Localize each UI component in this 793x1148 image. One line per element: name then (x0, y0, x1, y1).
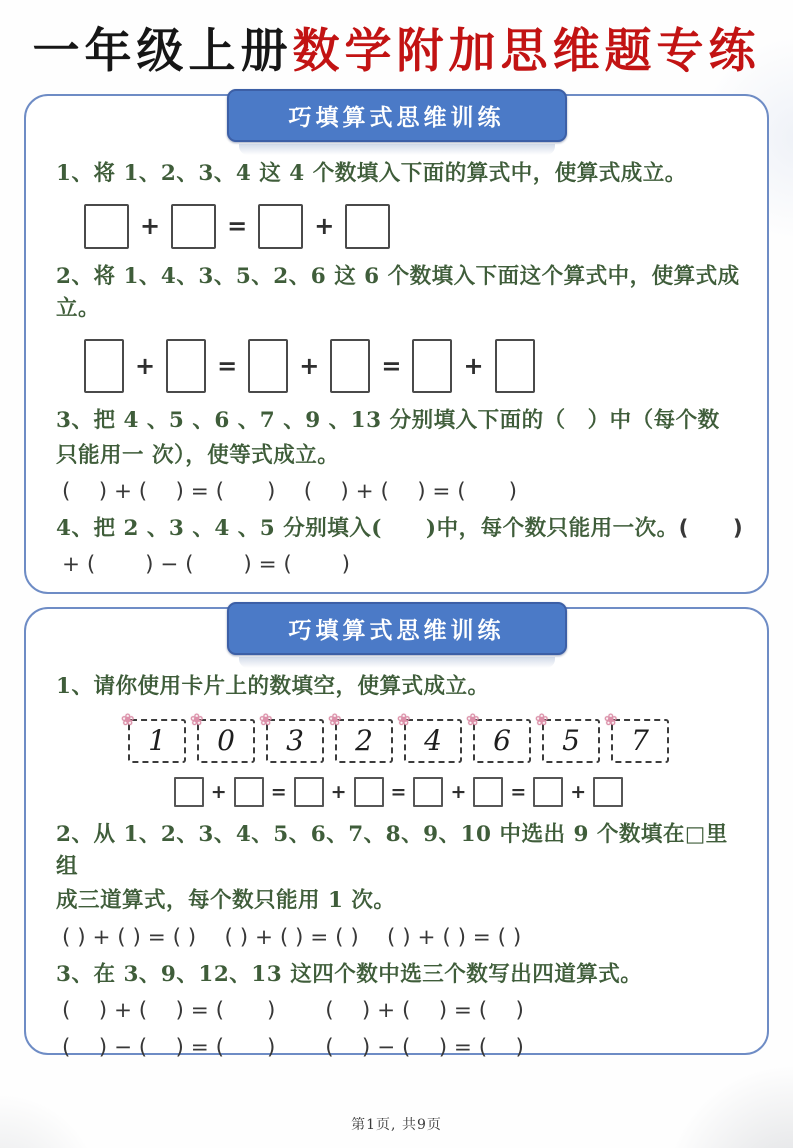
number-card (466, 709, 531, 763)
problem-1-text: 1、将 1、2、3、4 这 4 个数填入下面的算式中，使算式成立。 (56, 160, 687, 186)
operator-plus: + (135, 352, 156, 381)
number-card (535, 709, 600, 763)
number-cards-row (56, 709, 741, 763)
operator-plus: + (463, 352, 484, 381)
page-title-grade: 一年级上册 (32, 24, 293, 79)
number-card (397, 709, 462, 763)
answer-box (294, 777, 324, 807)
answer-box (412, 339, 452, 393)
card-value: 2 (355, 724, 373, 758)
answer-box (330, 339, 370, 393)
card-value: 4 (424, 724, 442, 758)
problem-4-trailing-paren: ( ) (678, 516, 744, 542)
operator-plus: + (210, 780, 227, 803)
number-card (604, 709, 669, 763)
s2-problem-2-text-line1: 2、从 1、2、3、4、5、6、7、8、9、10 中选出 9 个数填在□里组 (56, 821, 728, 880)
operator-equals: = (510, 780, 527, 803)
s2-problem-3-answer-line2: ( ) − ( ) = ( ) ( ) − ( ) = ( ) (62, 1035, 524, 1061)
s2-problem-1-equation (56, 777, 741, 807)
answer-box (345, 204, 390, 249)
card-value: 0 (217, 724, 235, 758)
operator-equals: = (227, 212, 248, 241)
flower-icon: ❀ (466, 709, 480, 729)
card-value: 5 (562, 724, 580, 758)
problem-4-sentence: 4、把 2 、3 、4 、5 分别填入( )中，每个数只能用一次。 (56, 516, 679, 542)
answer-box (354, 777, 384, 807)
operator-plus: + (299, 352, 320, 381)
s2-problem-2-answer-line: ( ) + ( ) = ( ) ( ) + ( ) = ( ) ( ) + ( ) = ( ) (62, 924, 522, 950)
section-2-banner: 巧填算式思维训练 (227, 602, 567, 655)
operator-equals: = (381, 352, 402, 381)
number-card (259, 709, 324, 763)
operator-equals: = (270, 780, 287, 803)
s2-problem-3-text: 3、在 3、9、12、13 这四个数中选三个数写出四道算式。 (56, 961, 643, 987)
number-card (190, 709, 255, 763)
answer-box (174, 777, 204, 807)
section-2-content (26, 609, 767, 1078)
s2-problem-1-text: 1、请你使用卡片上的数填空，使算式成立。 (56, 673, 490, 699)
operator-equals: = (390, 780, 407, 803)
number-card (328, 709, 393, 763)
problem-2-equation (84, 339, 741, 393)
operator-plus: + (140, 212, 161, 241)
operator-plus: + (570, 780, 587, 803)
answer-box (495, 339, 535, 393)
page-title-subject: 数学附加思维题专练 (292, 24, 761, 79)
problem-3-answer-line: ( ) + ( ) = ( ) ( ) + ( ) = ( ) (62, 478, 518, 504)
card-value: 6 (493, 724, 511, 758)
problem-3-text-line1: 3、把 4 、5 、6 、7 、9 、13 分别填入下面的（ ）中（每个数 (56, 408, 720, 434)
answer-box (593, 777, 623, 807)
answer-box (533, 777, 563, 807)
answer-box (84, 339, 124, 393)
answer-box (84, 204, 129, 249)
card-value: 1 (148, 724, 166, 758)
answer-box (248, 339, 288, 393)
flower-icon: ❀ (259, 709, 273, 729)
page-footer: 第1页, 共9页 (351, 1117, 442, 1133)
operator-equals: = (217, 352, 238, 381)
flower-icon: ❀ (397, 709, 411, 729)
section-1-banner: 巧填算式思维训练 (227, 89, 567, 142)
problem-4-answer-line: + ( ) − ( ) = ( ) (62, 552, 351, 578)
problem-1-equation (84, 204, 741, 249)
flower-icon: ❀ (121, 709, 135, 729)
flower-icon: ❀ (328, 709, 342, 729)
section-1-content (26, 96, 767, 595)
problem-2-text: 2、将 1、4、3、5、2、6 这 6 个数填入下面这个算式中，使算式成立。 (56, 263, 740, 322)
s2-problem-2-text-line2: 成三道算式，每个数只能用 1 次。 (56, 888, 396, 914)
answer-box (171, 204, 216, 249)
flower-icon: ❀ (190, 709, 204, 729)
flower-icon: ❀ (535, 709, 549, 729)
flower-icon: ❀ (604, 709, 618, 729)
answer-box (166, 339, 206, 393)
card-value: 7 (631, 724, 649, 758)
problem-3-text-line2: 只能用一 次），使等式成立。 (56, 442, 340, 468)
worksheet-section-1 (24, 94, 769, 594)
page-title (14, 26, 779, 78)
number-card (121, 709, 186, 763)
card-value: 3 (286, 724, 304, 758)
operator-plus: + (314, 212, 335, 241)
answer-box (234, 777, 264, 807)
operator-plus: + (450, 780, 467, 803)
operator-plus: + (330, 780, 347, 803)
answer-box (258, 204, 303, 249)
problem-4-text (56, 513, 744, 545)
answer-box (473, 777, 503, 807)
s2-problem-3-answer-line1: ( ) + ( ) = ( ) ( ) + ( ) = ( ) (62, 998, 524, 1024)
worksheet-section-2 (24, 607, 769, 1061)
answer-box (413, 777, 443, 807)
